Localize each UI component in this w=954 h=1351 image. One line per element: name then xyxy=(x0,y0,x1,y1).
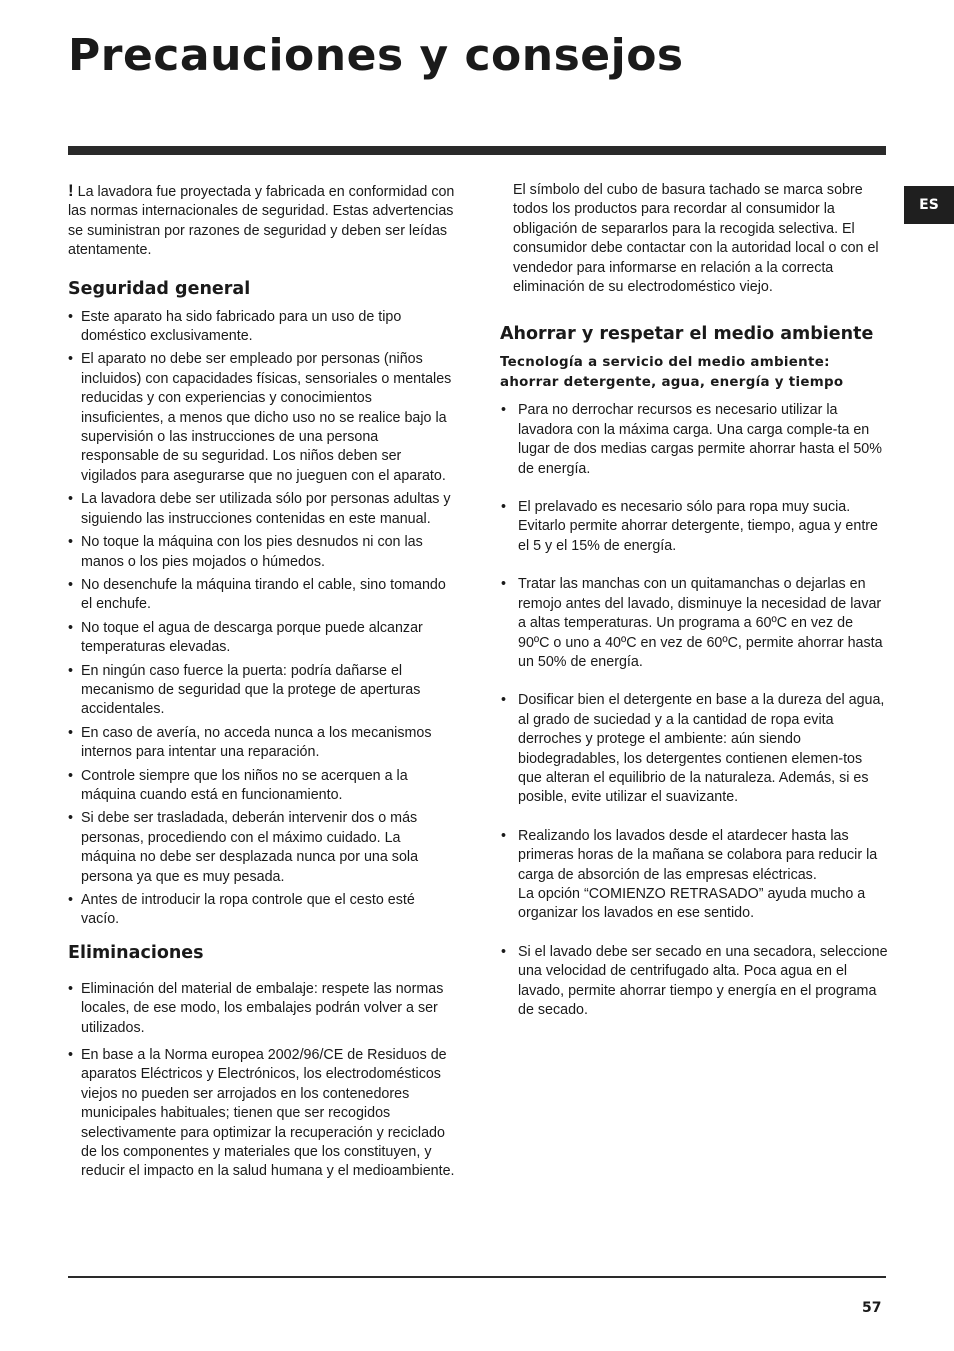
language-tab: ES xyxy=(904,186,954,224)
list-item: • Si el lavado debe ser secado en una secadora, seleccione una velocidad de centrifugado alta. Poca agua en el lavado, permite ahorrar tiempo y energía en el programa de secado. xyxy=(500,943,888,1021)
list-item: • Antes de introducir la ropa controle que el cesto esté vacío. xyxy=(68,891,456,930)
list-item: • Controle siempre que los niños no se acerquen a la máquina cuando está en funcionamiento. xyxy=(68,767,456,806)
subheading-line-1: Tecnología a servicio del medio ambiente: xyxy=(500,355,830,371)
eliminaciones-continuation: El símbolo del cubo de basura tachado se marca sobre todos los productos para recordar al consumidor la obligación de separarlos para la recogida selectiva. El consumidor debe contactar con la autoridad local o con el vendedor para informarse en relación a la correcta eliminación de su electrodoméstico viejo. xyxy=(513,182,879,296)
seguridad-list xyxy=(68,308,456,930)
ambiente-subheading xyxy=(500,353,888,392)
page-number: 57 xyxy=(862,1300,882,1316)
list-item-note: La opción “COMIENZO RETRASADO” ayuda mucho a organizar los lavados en ese sentido. xyxy=(518,885,866,922)
list-item: • Dosificar bien el detergente en base a la dureza del agua, al grado de suciedad y a la cantidad de ropa evita derroches y protege el ambiente: aún siendo biodegradables, los detergentes contienen elemen-tos que alteran el equilibrio de la naturaleza. Además, si es posible, evite utilizar el suavizante. xyxy=(500,691,888,807)
list-item: • El prelavado es necesario sólo para ropa muy sucia. Evitarlo permite ahorrar detergente, tiempo, agua y entre el 5 y el 15% de energía. xyxy=(500,498,888,556)
list-item xyxy=(500,827,888,924)
list-item: • La lavadora debe ser utilizada sólo por personas adultas y siguiendo las instrucciones contenidas en este manual. xyxy=(68,490,456,529)
list-item: • El aparato no debe ser empleado por personas (niños incluidos) con capacidades físicas, sensoriales o mentales reducidas y con experiencias y conocimientos insuficientes, a menos que dicho uso no se realice bajo la supervisión o las instrucciones de una persona responsable de su seguridad. Los niños deben ser vigilados para asegurarse que no jueguen con el aparato. xyxy=(68,350,456,486)
list-item: • Si debe ser trasladada, deberán intervenir dos o más personas, procediendo con el máximo cuidado. La máquina no debe ser desplazada nunca por una sola persona ya que es muy pesada. xyxy=(68,809,456,887)
list-item: • Eliminación del material de embalaje: respete las normas locales, de ese modo, los embalajes podrán volver a ser utilizados. xyxy=(68,980,456,1038)
list-item: • No toque la máquina con los pies desnudos ni con las manos o los pies mojados o húmedos. xyxy=(68,533,456,572)
ambiente-list xyxy=(500,401,888,1020)
footer-rule xyxy=(68,1276,886,1278)
section-heading-ambiente: Ahorrar y respetar el medio ambiente xyxy=(500,324,874,345)
warning-mark: ! xyxy=(68,181,74,200)
intro-paragraph xyxy=(68,181,456,261)
section-heading-seguridad: Seguridad general xyxy=(68,278,251,299)
list-item: • Este aparato ha sido fabricado para un uso de tipo doméstico exclusivamente. xyxy=(68,308,456,347)
intro-text: La lavadora fue proyectada y fabricada en conformidad con las normas internacionales de seguridad. Estas advertencias se suministran por razones de seguridad y deben ser leídas atentamente. xyxy=(68,184,455,259)
subheading-line-2: ahorrar detergente, agua, energía y tiempo xyxy=(500,374,844,390)
list-item: • En base a la Norma europea 2002/96/CE de Residuos de aparatos Eléctricos y Electrónicos, los electrodomésticos viejos no pueden ser arrojados en los contenedores municipales habituales; tienen que ser recogidos selectivamente para optimizar la recuperación y reciclado de los componentes y materiales que los constituyen, y reducir el impacto en la salud humana y el medioambiente. xyxy=(68,1046,456,1182)
list-item: • En caso de avería, no acceda nunca a los mecanismos internos para intentar una reparación. xyxy=(68,724,456,763)
list-item: • Para no derrochar recursos es necesario utilizar la lavadora con la máxima carga. Una carga comple-ta en lugar de dos medias cargas permite ahorrar hasta el 50% de energía. xyxy=(500,401,888,479)
list-item: • Tratar las manchas con un quitamanchas o dejarlas en remojo antes del lavado, disminuye la necesidad de lavar a altas temperaturas. Un programa a 60ºC en vez de 90ºC o uno a 40ºC en vez de 60ºC, permite ahorrar hasta un 50% de energía. xyxy=(500,575,888,672)
right-column xyxy=(500,181,888,1039)
list-item: • No desenchufe la máquina tirando el cable, sino tomando el enchufe. xyxy=(68,576,456,615)
section-heading-eliminaciones: Eliminaciones xyxy=(68,942,204,963)
list-item: • En ningún caso fuerce la puerta: podría dañarse el mecanismo de seguridad que la protege de aperturas accidentales. xyxy=(68,662,456,720)
list-item-text: • Realizando los lavados desde el atardecer hasta las primeras horas de la mañana se colabora para reducir la carga de absorción de las empresas eléctricas. xyxy=(518,827,878,883)
left-column xyxy=(68,181,456,1190)
page-title: Precauciones y consejos xyxy=(68,30,684,81)
list-item: • No toque el agua de descarga porque puede alcanzar temperaturas elevadas. xyxy=(68,619,456,658)
header-rule xyxy=(68,146,886,155)
eliminaciones-list xyxy=(68,980,456,1182)
